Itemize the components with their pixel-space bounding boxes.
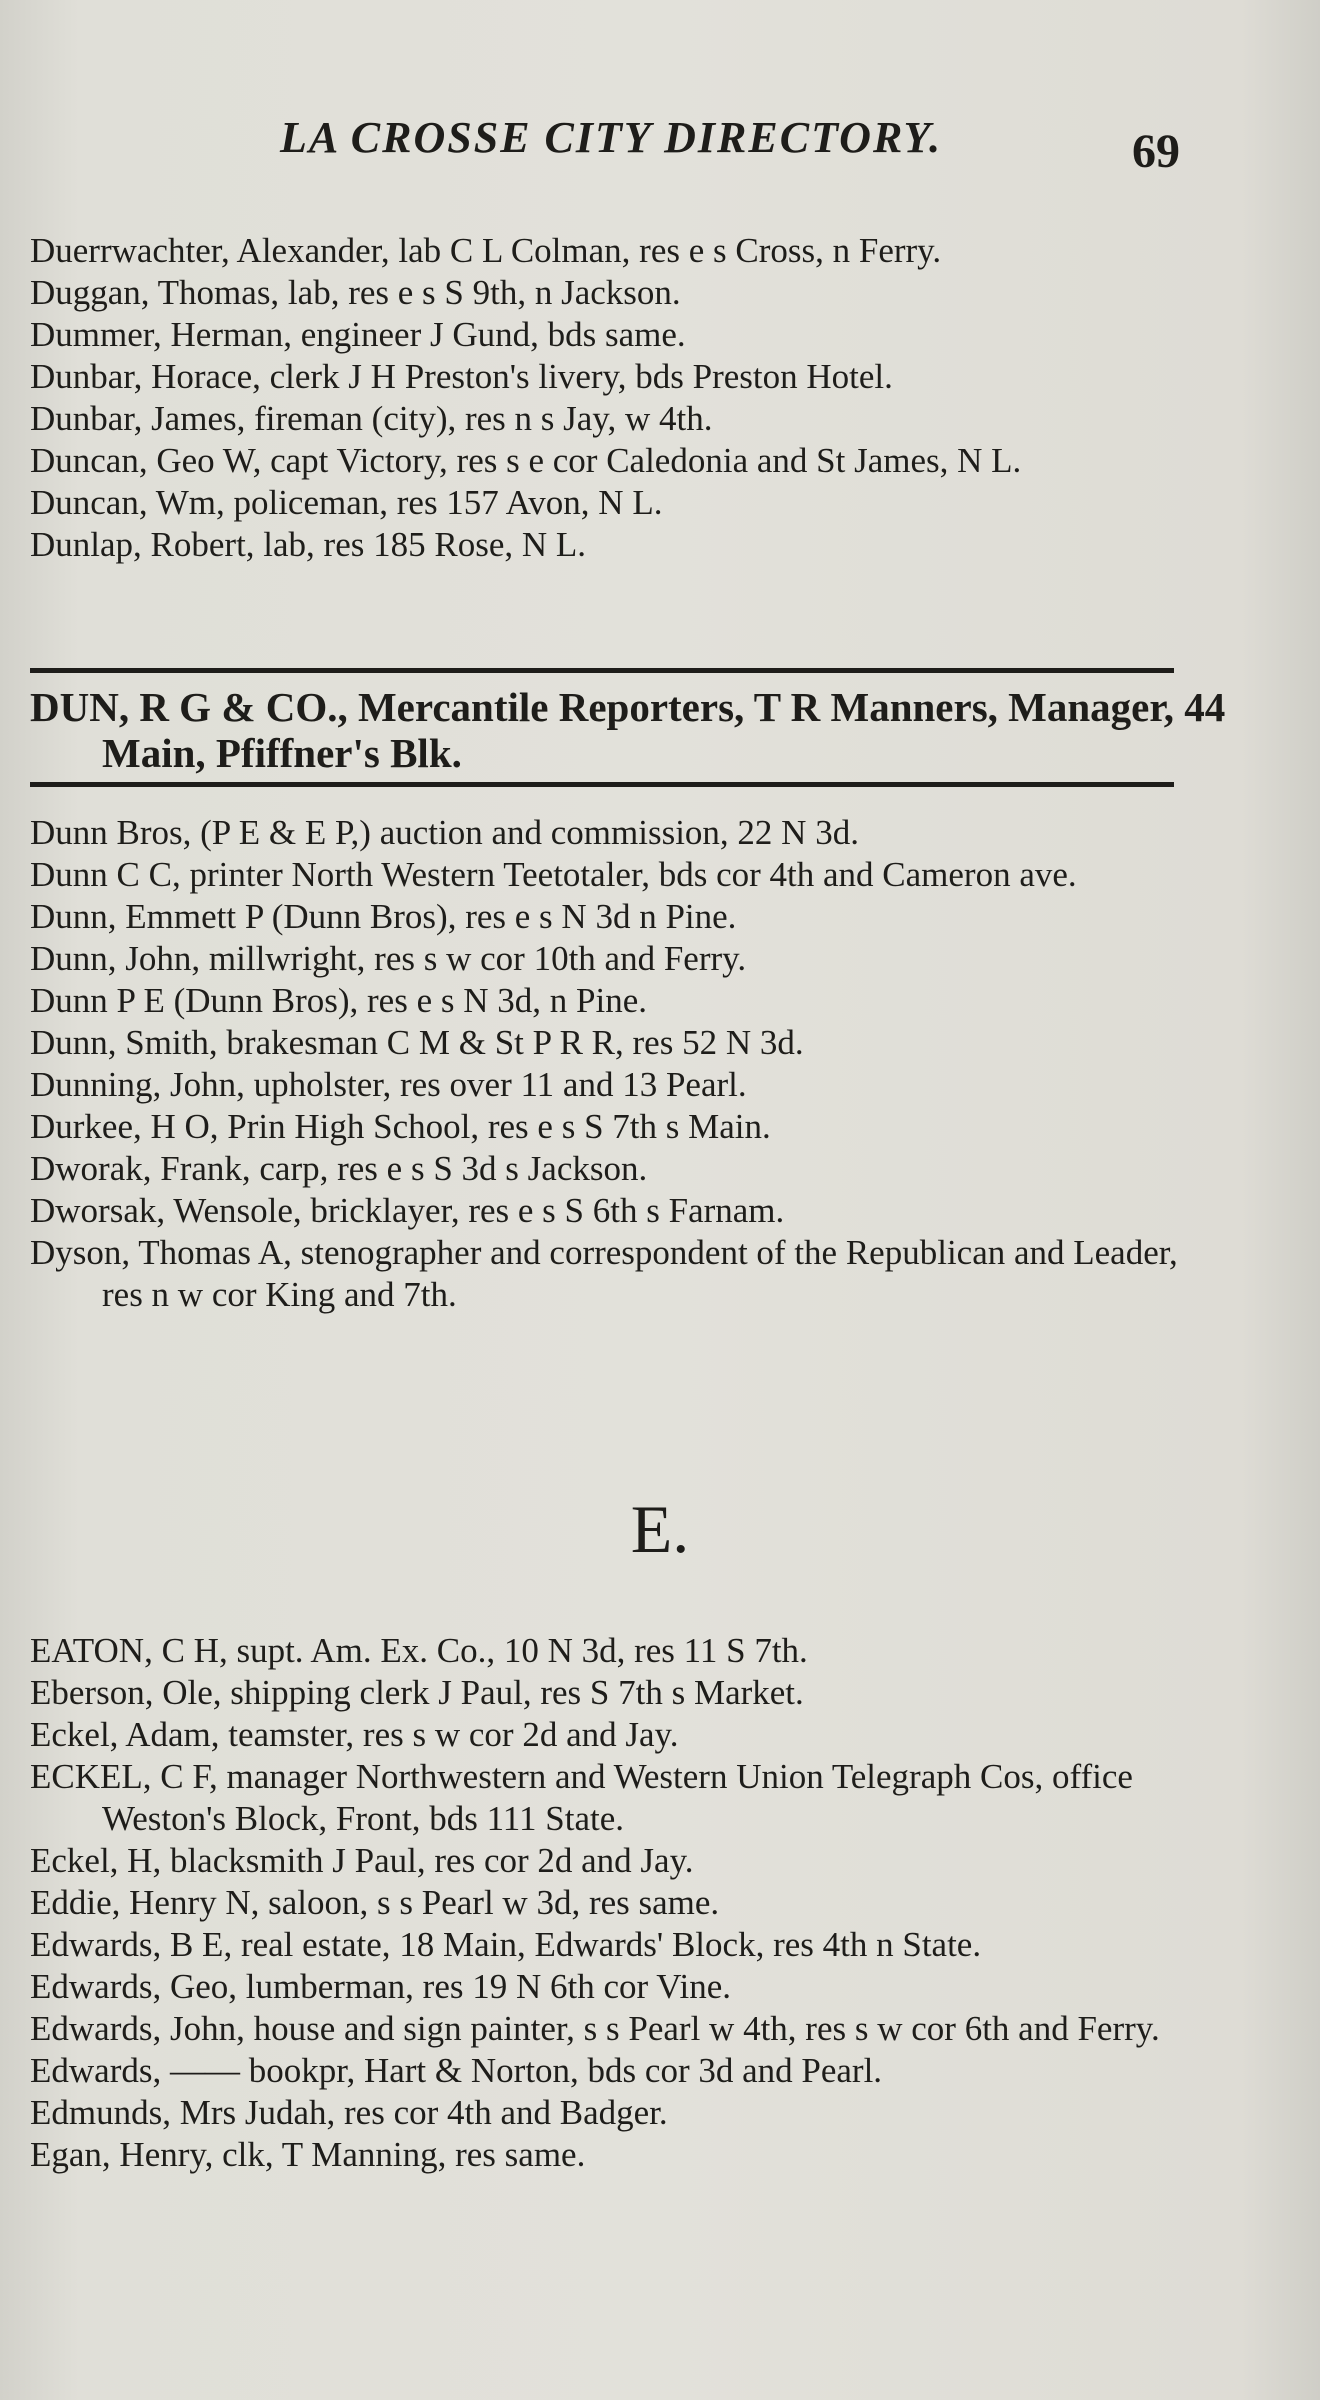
directory-entry: Dworsak, Wensole, bricklayer, res e s S 6th s Farnam. [30,1191,785,1230]
directory-entry: Dunn, John, millwright, res s w cor 10th and Ferry. [30,939,747,978]
directory-entry: Duncan, Geo W, capt Victory, res s e cor Caledonia and St James, N L. [30,441,1022,480]
directory-entry: Durkee, H O, Prin High School, res e s S 7th s Main. [30,1107,771,1146]
directory-entry: Dunlap, Robert, lab, res 185 Rose, N L. [30,525,587,564]
directory-entry: Egan, Henry, clk, T Manning, res same. [30,2135,586,2174]
directory-entry: Dunbar, James, fireman (city), res n s Jay, w 4th. [30,399,713,438]
directory-entry: Duncan, Wm, policeman, res 157 Avon, N L. [30,483,663,522]
directory-entry: Dyson, Thomas A, stenographer and correspondent of the Republican and Leader, res n w cor King and 7th. [30,1233,1178,1314]
directory-entry: Eckel, H, blacksmith J Paul, res cor 2d and Jay. [30,1841,694,1880]
directory-entry: Dunn C C, printer North Western Teetotaler, bds cor 4th and Cameron ave. [30,855,1077,894]
directory-entry: Dunbar, Horace, clerk J H Preston's livery, bds Preston Hotel. [30,357,893,396]
directory-entry: Duerrwachter, Alexander, lab C L Colman, res e s Cross, n Ferry. [30,231,942,270]
directory-entry: Dummer, Herman, engineer J Gund, bds same. [30,315,686,354]
ad-rule-bottom [30,782,1174,787]
page-number: 69 [1132,125,1180,178]
directory-entry: Eckel, Adam, teamster, res s w cor 2d and Jay. [30,1715,679,1754]
directory-entry: Dunning, John, upholster, res over 11 and 13 Pearl. [30,1065,747,1104]
ad-rule-top [30,668,1174,673]
directory-entry: EATON, C H, supt. Am. Ex. Co., 10 N 3d, res 11 S 7th. [30,1631,808,1670]
directory-entry: Dunn P E (Dunn Bros), res e s N 3d, n Pine. [30,981,647,1020]
page-header [0,112,1320,178]
advertisement-dun: DUN, R G & CO., Mercantile Reporters, T R Manners, Manager, 44 Main, Pfiffner's Blk. [30,684,1226,776]
section-letter-e: E. [630,1491,690,1567]
directory-entry: Eberson, Ole, shipping clerk J Paul, res S 7th s Market. [30,1673,804,1712]
directory-entry: ECKEL, C F, manager Northwestern and Western Union Telegraph Cos, office Weston's Block, Front, bds 111 State. [30,1757,1133,1838]
directory-entry: Dunn, Smith, brakesman C M & St P R R, res 52 N 3d. [30,1023,804,1062]
directory-entry: Edwards, B E, real estate, 18 Main, Edwards' Block, res 4th n State. [30,1925,982,1964]
directory-entry: Eddie, Henry N, saloon, s s Pearl w 3d, res same. [30,1883,720,1922]
entries-d-second [30,812,1190,1316]
directory-entry: Edwards, —— bookpr, Hart & Norton, bds cor 3d and Pearl. [30,2051,883,2090]
directory-entry: Edmunds, Mrs Judah, res cor 4th and Badger. [30,2093,668,2132]
entries-d-first [30,230,1190,566]
directory-entry: Edwards, John, house and sign painter, s s Pearl w 4th, res s w cor 6th and Ferry. [30,2009,1160,2048]
directory-entry: Dunn Bros, (P E & E P,) auction and commission, 22 N 3d. [30,813,859,852]
entries-e [30,1630,1190,2176]
directory-entry: Dworak, Frank, carp, res e s S 3d s Jackson. [30,1149,648,1188]
directory-entry: Dunn, Emmett P (Dunn Bros), res e s N 3d n Pine. [30,897,737,936]
directory-entry: Duggan, Thomas, lab, res e s S 9th, n Jackson. [30,273,681,312]
running-title: LA CROSSE CITY DIRECTORY. [280,113,943,162]
directory-entry: Edwards, Geo, lumberman, res 19 N 6th cor Vine. [30,1967,731,2006]
